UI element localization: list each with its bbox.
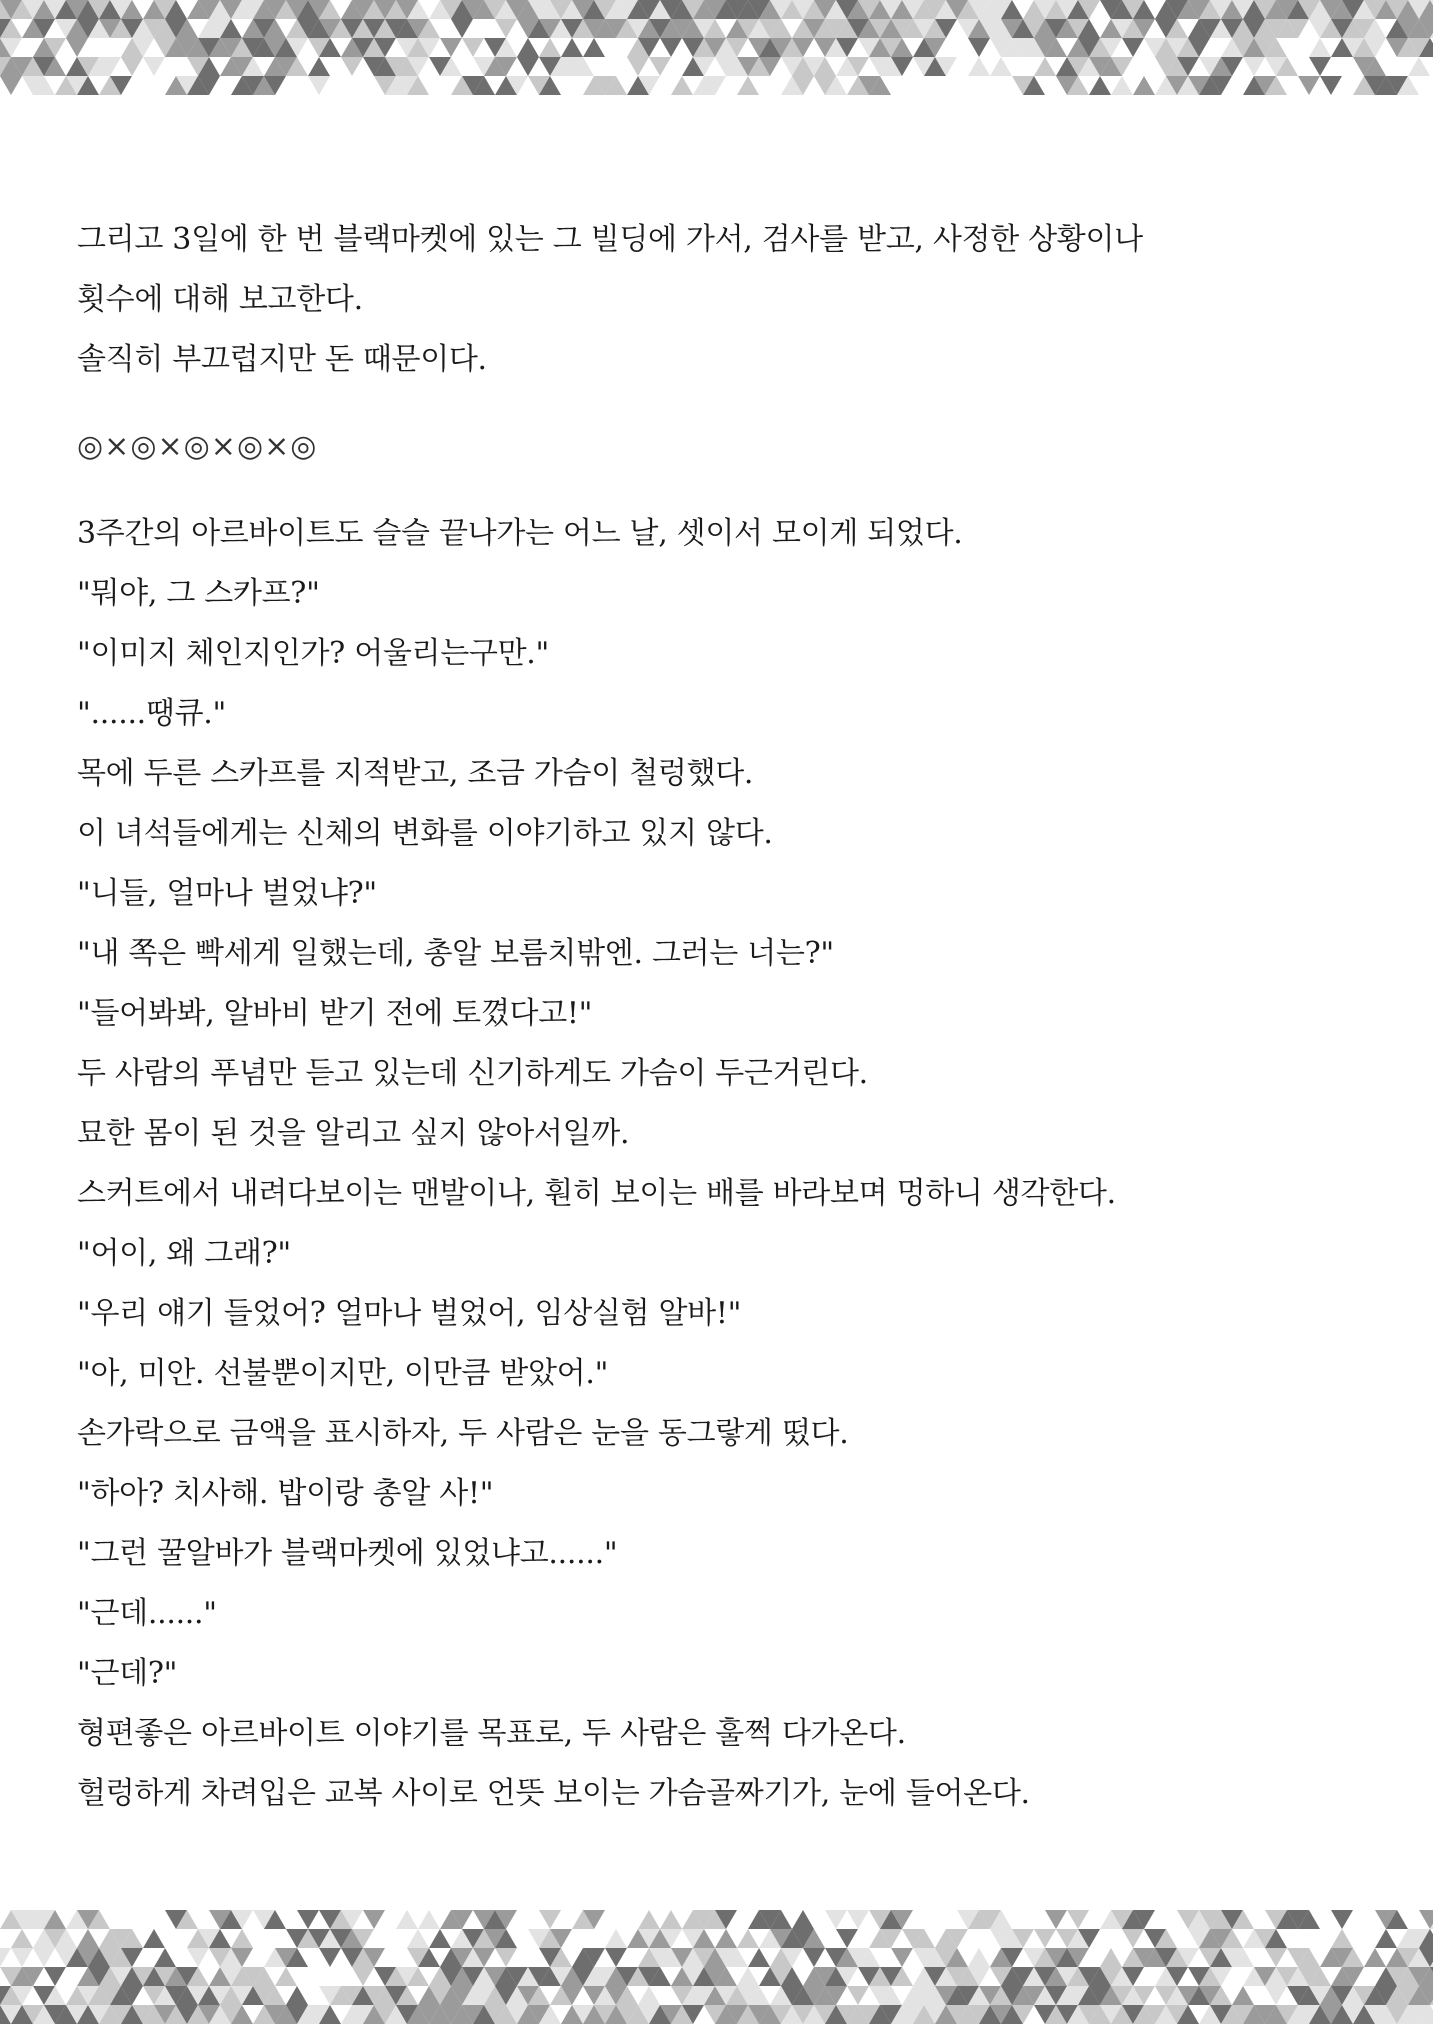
story-line: "......땡큐." <box>77 696 227 731</box>
decor-triangle <box>418 1910 440 1929</box>
decor-triangle <box>1100 1948 1122 1967</box>
decor-triangle <box>429 1929 451 1948</box>
decor-triangle <box>836 1929 858 1948</box>
decor-triangle <box>847 1910 869 1929</box>
decor-triangle <box>1331 1929 1353 1948</box>
story-line: "우리 얘기 들었어? 얼마나 벌었어, 임상실험 알바!" <box>77 1296 742 1331</box>
story-line: "근데?" <box>77 1656 178 1691</box>
decor-triangle <box>968 57 990 76</box>
decor-triangle <box>561 38 583 57</box>
decor-triangle <box>1111 76 1133 95</box>
opening-line: 그리고 3일에 한 번 블랙마켓에 있는 그 빌딩에 가서, 검사를 받고, 사정한 상황이나 <box>77 222 1143 257</box>
story-line: "이미지 체인지인가? 어울리는구만." <box>77 636 550 671</box>
opening-line: 솔직히 부끄럽지만 돈 때문이다. <box>77 342 487 377</box>
decor-triangle <box>1309 57 1331 76</box>
decor-triangle <box>891 1948 913 1967</box>
decor-triangle <box>825 1910 847 1929</box>
decor-triangle <box>1243 57 1265 76</box>
decor-triangle <box>0 76 22 95</box>
decor-triangle <box>11 1929 33 1948</box>
decor-triangle <box>1133 76 1155 95</box>
decor-triangle <box>1331 1910 1353 1929</box>
decor-triangle <box>605 1948 627 1967</box>
page-body <box>77 210 1357 1824</box>
decor-triangle <box>517 57 539 76</box>
story-line: 헐렁하게 차려입은 교복 사이로 언뜻 보이는 가슴골짜기가, 눈에 들어온다. <box>77 1776 1030 1811</box>
decor-triangle <box>638 1910 660 1929</box>
decor-triangle <box>495 1948 517 1967</box>
story-line: "하아? 치사해. 밥이랑 총알 사!" <box>77 1476 494 1511</box>
decor-triangle <box>0 1948 11 1967</box>
story-line: "아, 미안. 선불뿐이지만, 이만큼 받았어." <box>77 1356 609 1391</box>
decor-triangle <box>649 57 671 76</box>
decor-triangle <box>440 38 462 57</box>
decor-triangle <box>803 1948 825 1967</box>
story-line: "그런 꿀알바가 블랙마켓에 있었냐고......" <box>77 1536 618 1571</box>
top-triangle-border <box>0 0 1433 120</box>
decor-triangle <box>1265 1986 1287 2005</box>
decor-triangle <box>462 38 484 57</box>
scene-separator: ◎×◎×◎×◎×◎ <box>77 429 318 464</box>
decor-triangle <box>1320 76 1342 95</box>
decor-triangle <box>121 57 143 76</box>
decor-triangle <box>1364 1948 1386 1967</box>
decor-triangle <box>792 1910 814 1929</box>
decor-triangle <box>363 1910 385 1929</box>
decor-triangle <box>275 1967 297 1986</box>
decor-triangle <box>44 1967 66 1986</box>
story-line: 두 사람의 푸념만 듣고 있는데 신기하게도 가슴이 두근거린다. <box>77 1056 868 1091</box>
decor-triangle <box>737 1929 759 1948</box>
story-line: "니들, 얼마나 벌었냐?" <box>77 876 377 911</box>
decor-triangle <box>1089 76 1111 95</box>
story-line: 스커트에서 내려다보이는 맨발이나, 훤히 보이는 배를 바라보며 멍하니 생각한다. <box>77 1176 1116 1211</box>
decor-triangle <box>231 1929 253 1948</box>
decor-triangle <box>33 1948 55 1967</box>
decor-triangle <box>517 38 539 57</box>
decor-triangle <box>143 1929 165 1948</box>
story-line: 목에 두른 스카프를 지적받고, 조금 가슴이 철렁했다. <box>77 756 754 791</box>
decor-triangle <box>1034 57 1056 76</box>
decor-triangle <box>1232 1986 1254 2005</box>
decor-triangle <box>748 1948 770 1967</box>
decor-triangle <box>968 1948 990 1967</box>
decor-triangle <box>451 19 473 38</box>
decor-triangle <box>1265 1948 1287 1967</box>
decor-triangle <box>638 1986 660 2005</box>
decor-triangle <box>396 1910 418 1929</box>
story-line: "내 쪽은 빡세게 일했는데, 총알 보름치밖엔. 그러는 너는?" <box>77 936 834 971</box>
decor-triangle <box>671 76 693 95</box>
decor-triangle <box>297 1910 319 1929</box>
decor-triangle <box>77 1929 99 1948</box>
decor-triangle <box>627 57 649 76</box>
decor-triangle <box>583 38 605 57</box>
decor-triangle <box>352 1967 374 1986</box>
story-line: "어이, 왜 그래?" <box>77 1236 291 1271</box>
decor-triangle <box>308 76 330 95</box>
story-line: 손가락으로 금액을 표시하자, 두 사람은 눈을 동그랗게 떴다. <box>77 1416 849 1451</box>
decor-triangle <box>539 38 561 57</box>
story-paragraph <box>77 504 1357 1824</box>
story-line: 3주간의 아르바이트도 슬슬 끝나가는 어느 날, 셋이서 모이게 되었다. <box>77 516 963 551</box>
decor-triangle <box>539 1910 561 1929</box>
opening-line: 횟수에 대해 보고한다. <box>77 282 363 317</box>
decor-triangle <box>1045 1910 1067 1929</box>
story-line: "들어봐봐, 알바비 받기 전에 토꼈다고!" <box>77 996 593 1031</box>
story-line: 묘한 몸이 된 것을 알리고 싶지 않아서일까. <box>77 1116 630 1151</box>
decor-triangle <box>187 1948 209 1967</box>
decor-triangle <box>1122 38 1144 57</box>
decor-triangle <box>968 38 990 57</box>
decor-triangle <box>66 38 88 57</box>
decor-triangle <box>154 1948 176 1967</box>
bottom-triangle-border <box>0 1895 1433 2024</box>
decor-triangle <box>1419 1910 1433 1929</box>
decor-triangle <box>11 1948 33 1967</box>
decor-triangle <box>715 1929 737 1948</box>
decor-triangle <box>1298 76 1320 95</box>
story-line: 이 녀석들에게는 신체의 변화를 이야기하고 있지 않다. <box>77 816 773 851</box>
decor-triangle <box>341 57 363 76</box>
decor-triangle <box>1375 1929 1397 1948</box>
decor-triangle <box>1309 38 1331 57</box>
decor-triangle <box>660 1910 682 1929</box>
decor-triangle <box>1034 1929 1056 1948</box>
decor-triangle <box>308 57 330 76</box>
decor-triangle <box>1408 57 1430 76</box>
decor-triangle <box>495 19 517 38</box>
decor-triangle <box>660 38 682 57</box>
decor-triangle <box>319 1948 341 1967</box>
opening-paragraph <box>77 210 1357 390</box>
decor-triangle <box>990 57 1012 76</box>
story-line: "뭐야, 그 스카프?" <box>77 576 320 611</box>
decor-triangle <box>605 1929 627 1948</box>
decor-triangle <box>286 1986 308 2005</box>
decor-triangle <box>847 1986 869 2005</box>
decor-triangle <box>407 1929 429 1948</box>
decor-triangle <box>1122 1929 1144 1948</box>
decor-triangle <box>737 1967 759 1986</box>
decor-triangle <box>737 76 759 95</box>
story-line: "근데......" <box>77 1596 217 1631</box>
story-line: 형편좋은 아르바이트 이야기를 목표로, 두 사람은 훌쩍 다가온다. <box>77 1716 906 1751</box>
decor-triangle <box>1067 1910 1089 1929</box>
decor-triangle <box>143 57 165 76</box>
